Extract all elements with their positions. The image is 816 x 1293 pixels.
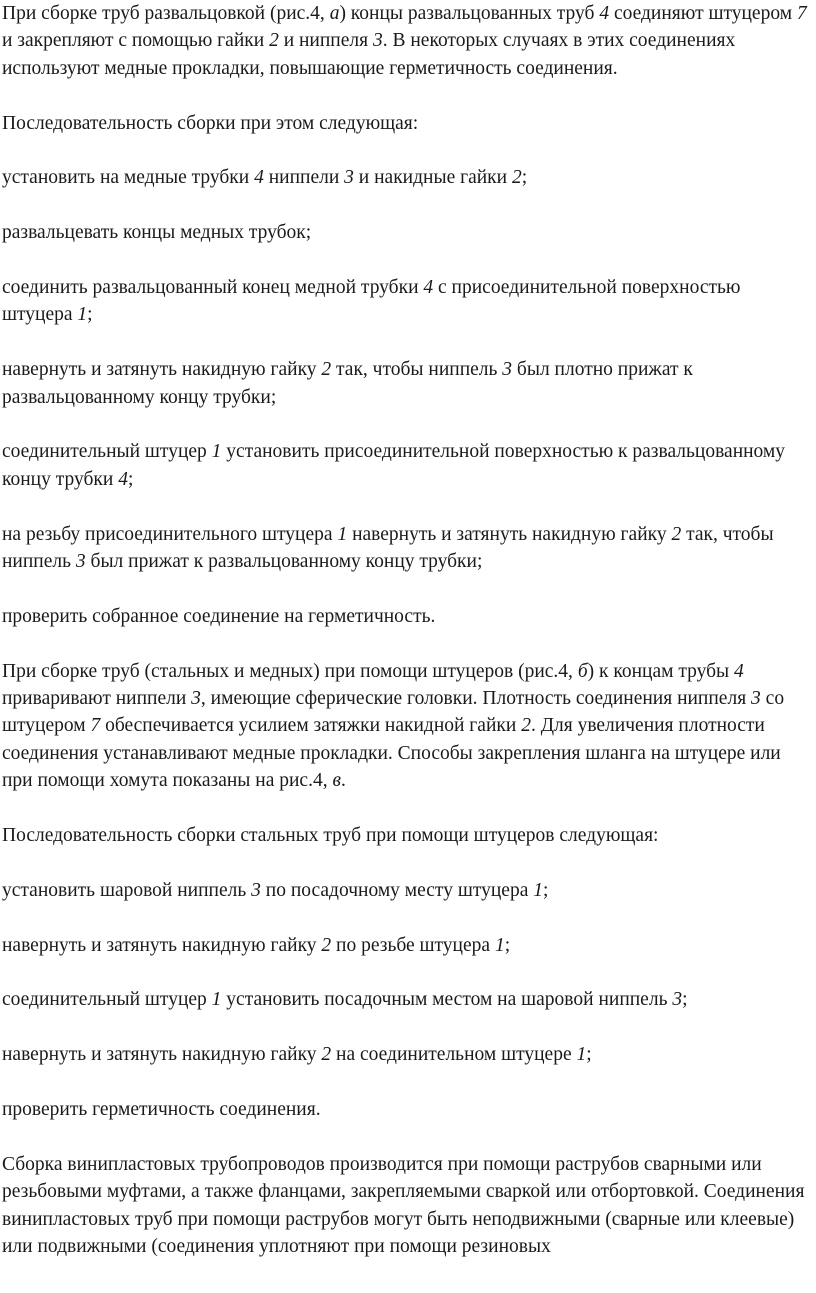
paragraph: [2, 877, 814, 904]
text-fragment: соединяют штуцером: [609, 3, 797, 24]
text-fragment: . В некоторых случаях в этих соединениях используют медные прокладки, повышающие герметичность соединения.: [2, 30, 736, 79]
italic-reference: б: [577, 660, 588, 682]
paragraph: [2, 1151, 814, 1261]
paragraph: [2, 438, 814, 493]
paragraph: [2, 822, 814, 849]
italic-reference: 1: [337, 523, 348, 545]
text-fragment: ;: [682, 989, 688, 1011]
italic-reference: 3: [372, 30, 383, 52]
italic-reference: 2: [321, 934, 332, 956]
paragraph: [2, 1041, 814, 1068]
text-fragment: ) к концам трубы: [587, 660, 734, 682]
italic-reference: 3: [191, 688, 201, 710]
italic-reference: 4: [599, 3, 610, 24]
text-fragment: и ниппеля: [278, 30, 373, 52]
text-fragment: ;: [87, 304, 93, 326]
text-fragment: по резьбе штуцера: [331, 934, 495, 956]
italic-reference: а: [329, 3, 340, 24]
italic-reference: 7: [90, 715, 101, 737]
italic-reference: 1: [211, 441, 222, 463]
text-fragment: по посадочному месту штуцера: [260, 879, 534, 901]
italic-reference: 2: [511, 167, 522, 189]
text-fragment: соединительный штуцер: [2, 441, 212, 463]
text-fragment: . Для увеличения плотности соединения устанавливают медные прокладки. Способы закрепления шланга на штуцере или при помощи хомута показаны на рис.4,: [2, 715, 781, 792]
text-fragment: со штуцером: [2, 688, 785, 737]
italic-reference: 2: [269, 30, 279, 52]
italic-reference: 1: [494, 934, 505, 956]
text-fragment: ;: [521, 167, 528, 189]
text-fragment: установить посадочным местом на шаровой ниппель: [221, 989, 673, 1011]
text-fragment: был прижат к развальцованному концу трубки;: [85, 551, 483, 573]
paragraph: [2, 986, 814, 1013]
text-fragment: так, чтобы ниппель: [331, 359, 503, 381]
text-fragment: соединить развальцованный конец медной трубки: [2, 277, 424, 298]
text-fragment: Последовательность сборки стальных труб при помощи штуцеров следующая:: [2, 825, 659, 847]
italic-reference: 7: [796, 3, 807, 24]
text-fragment: развальцевать концы медных трубок;: [2, 222, 312, 244]
paragraph: [2, 164, 814, 191]
paragraph: [2, 603, 814, 630]
italic-reference: 2: [671, 523, 682, 545]
italic-reference: 3: [502, 359, 513, 381]
text-fragment: соединительный штуцер: [2, 989, 212, 1011]
paragraph: [2, 219, 814, 246]
text-fragment: был плотно прижат к развальцованному концу трубки;: [2, 359, 693, 408]
text-fragment: так, чтобы ниппель: [2, 523, 774, 573]
paragraph: [2, 521, 814, 576]
paragraph: [2, 1096, 814, 1123]
text-fragment: ниппели: [263, 167, 345, 189]
text-fragment: навернуть и затянуть накидную гайку: [2, 934, 322, 956]
italic-reference: 3: [672, 989, 683, 1011]
text-fragment: проверить герметичность соединения.: [2, 1099, 321, 1121]
text-fragment: ;: [586, 1044, 592, 1066]
text-fragment: на резьбу присоединительного штуцера: [2, 523, 338, 545]
italic-reference: 1: [77, 304, 88, 326]
paragraph: [2, 356, 814, 411]
text-fragment: навернуть и затянуть накидную гайку: [2, 1044, 322, 1066]
text-fragment: на соединительном штуцере: [331, 1044, 577, 1066]
italic-reference: 4: [254, 167, 264, 189]
text-fragment: и накидные гайки: [353, 167, 512, 189]
text-fragment: При сборке труб развальцовкой (рис.4,: [2, 3, 330, 24]
text-fragment: приваривают ниппели: [2, 688, 192, 710]
text-fragment: проверить собранное соединение на герметичность.: [2, 605, 436, 627]
text-fragment: установить присоединительной поверхностью к развальцованному концу трубки: [2, 441, 786, 490]
paragraph: [2, 110, 814, 137]
text-fragment: ) концы развальцованных труб: [339, 3, 600, 24]
text-fragment: установить на медные трубки: [2, 167, 255, 189]
italic-reference: 2: [321, 1044, 332, 1066]
italic-reference: 3: [751, 688, 761, 710]
italic-reference: 3: [75, 551, 86, 573]
text-fragment: навернуть и затянуть накидную гайку: [2, 359, 322, 381]
text-fragment: .: [340, 770, 346, 792]
text-fragment: навернуть и затянуть накидную гайку: [347, 523, 672, 545]
text-fragment: Сборка винипластовых трубопроводов производится при помощи раструбов сварными или резьбовыми муфтами, а также фланцами, закрепляемыми сваркой или отбортовкой. Соединения винипластовых труб при помощи раструбов могут быть неподвижными (сварные или клеевые) или подвижными (соединения уплотняют при помощи резиновых: [2, 1153, 805, 1258]
italic-reference: 4: [118, 468, 128, 490]
text-fragment: и закрепляют с помощью гайки: [2, 30, 270, 52]
paragraph: [2, 0, 814, 82]
text-fragment: Последовательность сборки при этом следующая:: [2, 112, 419, 134]
italic-reference: 1: [533, 879, 543, 901]
italic-reference: 3: [251, 879, 261, 901]
document-body: [2, 0, 814, 1288]
text-fragment: ;: [127, 468, 134, 490]
text-fragment: , имеющие сферические головки. Плотность соединения ниппеля: [200, 688, 752, 710]
italic-reference: 4: [423, 277, 434, 298]
italic-reference: 4: [733, 660, 744, 682]
italic-reference: 3: [344, 167, 354, 189]
text-fragment: ;: [542, 879, 549, 901]
paragraph: [2, 932, 814, 959]
text-fragment: При сборке труб (стальных и медных) при помощи штуцеров (рис.4,: [2, 660, 578, 682]
italic-reference: 1: [211, 989, 222, 1011]
italic-reference: 2: [321, 359, 332, 381]
text-fragment: обеспечивается усилием затяжки накидной гайки: [100, 715, 522, 737]
italic-reference: в: [332, 770, 341, 792]
paragraph: [2, 658, 814, 795]
italic-reference: 1: [576, 1044, 587, 1066]
text-fragment: ;: [504, 934, 511, 956]
paragraph: [2, 274, 814, 329]
italic-reference: 2: [521, 715, 531, 737]
text-fragment: установить шаровой ниппель: [2, 879, 252, 901]
text-fragment: с присоединительной поверхностью штуцера: [2, 277, 741, 326]
